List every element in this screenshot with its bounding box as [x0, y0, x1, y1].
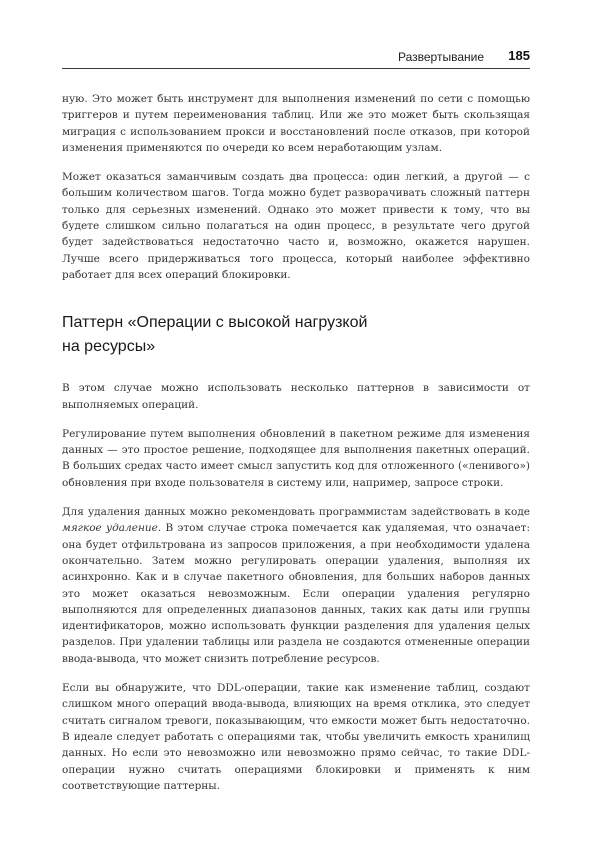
soft-delete-term: мягкое удаление: [62, 522, 158, 535]
paragraph-2: Может оказаться заманчивым создать два процесса: один легкий, а другой — с большим количеством шагов. Тогда можно будет разворачивать сложный паттерн только для серьезных изменений. Однако это может привести к тому, что вы будете слишком сильно полагаться на один процесс, в результате чего другой будет задействоваться недостаточно часто и, возможно, окажется нарушен. Лучше всего придерживаться того процесса, который наиболее эффективно работает для всех операций блокировки.: [62, 171, 530, 281]
section-title: Развертывание: [397, 50, 484, 64]
section-heading: Паттерн «Операции с высокой нагрузкой на ресурсы»: [62, 314, 368, 356]
paragraph-1: ную. Это может быть инструмент для выполнения изменений по сети с помощью триггеров и путем переименования таблиц. Или же это может быть скользящая миграция с использованием прокси и восстановлений после отказов, при которой изменения применяются по очереди ко всем неработающим узлам.: [62, 93, 530, 154]
paragraph-6: Если вы обнаружите, что DDL-операции, такие как изменение таблиц, создают слишком много операций ввода-вывода, влияющих на время отклика, это следует считать сигналом тревоги, показывающим, что емкости может быть недостаточно. В идеале следует работать с операциями так, чтобы увеличить емкость хранилищ данных. Но если это невозможно или невозможно прямо сейчас, то такие DDL-операции нужно считать операциями блокировки и применять к ним соответствующие паттерны.: [62, 682, 530, 792]
paragraph-3: В этом случае можно использовать несколько паттернов в зависимости от выполняемых операций.: [62, 382, 530, 411]
paragraph-4: Регулирование путем выполнения обновлений в пакетном режиме для изменения данных — это простое решение, подходящее для выполнения пакетных операций. В больших средах часто имеет смысл запустить код для отложенного («ленивого») обновления при входе пользователя в систему или, например, запросе строки.: [62, 427, 530, 489]
page-number: 185: [508, 48, 530, 63]
paragraph-5: [62, 504, 530, 667]
running-header: [62, 38, 530, 69]
paragraph-5-end: . В этом случае строка помечается как удаляемая, что означает: она будет отфильтрована из запросов приложения, а при необходимости удалена окончательно. Затем можно регулировать операции удаления, выполняя их асинхронно. Как и в случае пакетного обновления, для больших наборов данных это может оказаться невозможным. Если операции удаления регулярно выполняются для определенных диапазонов данных, таких как даты или группы идентификаторов, можно использовать функции разделения для удаления целых разделов. При удалении таблицы или раздела не создаются отмененные операции ввода-вывода, что может снизить потребление ресурсов.: [62, 522, 530, 665]
paragraph-5-start: Для удаления данных можно рекомендовать программистам задействовать в коде: [62, 506, 530, 519]
page-body: [62, 91, 530, 794]
